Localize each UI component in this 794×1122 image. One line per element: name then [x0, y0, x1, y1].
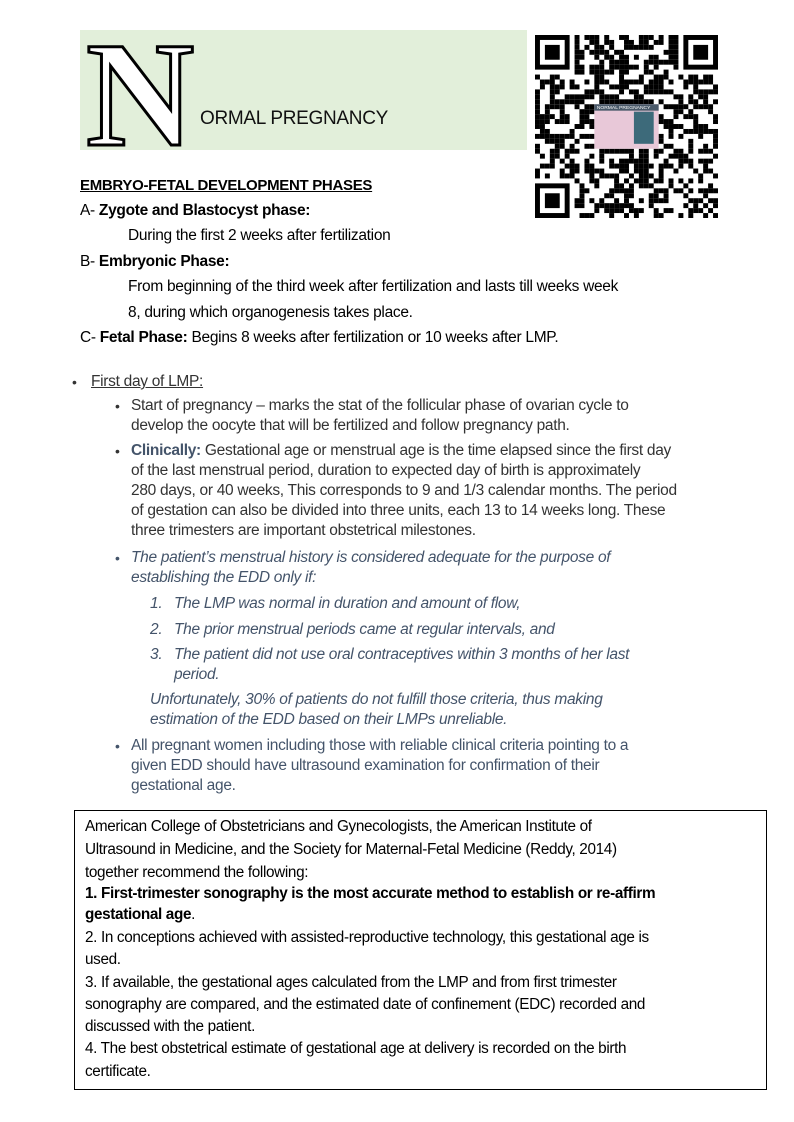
criteria-line: The patient did not use oral contraceptives within 3 months of her last [174, 646, 630, 663]
clinically-line: of gestation can also be divided into three units, each 13 to 14 weeks long. These [131, 502, 666, 519]
phase-a-label: Zygote and Blastocyst phase: [98, 202, 311, 219]
phase-b-text-2: 8, during which organogenesis takes place. [128, 304, 413, 321]
ultrasound-line: All pregnant women including those with reliable clinical criteria pointing to a [131, 737, 629, 754]
criteria-number: 2. [150, 621, 163, 638]
lmp-start-line: develop the oocyte that will be fertilized and follow pregnancy path. [131, 417, 570, 434]
phase-b-label: Embryonic Phase: [98, 253, 230, 270]
phase-c-prefix: C- [80, 329, 100, 346]
clinically-line: three trimesters are important obstetrical milestones. [131, 522, 476, 539]
bullet-icon: • [115, 550, 120, 566]
phase-a-prefix: A- [80, 202, 99, 219]
bullet-icon: • [115, 398, 120, 414]
criteria-line: period. [174, 666, 220, 683]
recommendation-4: 4. The best obstetrical estimate of gestational age at delivery is recorded on the birth [85, 1040, 627, 1057]
phase-c [80, 329, 558, 347]
clinically-line: of the last menstrual period, duration to expected day of birth is approximately [131, 462, 641, 479]
recommendation-2: used. [85, 951, 121, 968]
recommendation-1-bold: gestational age [85, 906, 192, 923]
drop-cap: N [86, 12, 193, 178]
phase-b-prefix: B- [80, 253, 99, 270]
criteria-number: 1. [150, 595, 163, 612]
qr-code-image [535, 35, 718, 218]
intro-line: American College of Obstetricians and Gynecologists, the American Institute of [85, 818, 592, 835]
criteria-number: 3. [150, 646, 163, 663]
history-line: establishing the EDD only if: [131, 569, 317, 586]
recommendation-3: 3. If available, the gestational ages calculated from the LMP and from first trimester [85, 974, 617, 991]
clinically-text: Gestational age or menstrual age is the time elapsed since the first day [200, 442, 671, 459]
history-line: The patient’s menstrual history is considered adequate for the purpose of [131, 549, 611, 566]
recommendation-3: sonography are compared, and the estimated date of confinement (EDC) recorded and [85, 996, 646, 1013]
bullet-icon: • [115, 443, 120, 459]
intro-line: Ultrasound in Medicine, and the Society for Maternal-Fetal Medicine (Reddy, 2014) [85, 841, 617, 858]
clinically-label: Clinically: [131, 442, 201, 459]
ultrasound-line: given EDD should have ultrasound examination for confirmation of their [131, 757, 600, 774]
phase-c-label: Fetal Phase: [99, 329, 188, 346]
criteria-line: The LMP was normal in duration and amount of flow, [174, 595, 521, 612]
recommendation-4: certificate. [85, 1063, 151, 1080]
unfortunately-line: estimation of the EDD based on their LMPs unreliable. [150, 711, 508, 728]
bullet-icon: • [115, 738, 120, 754]
lmp-start-line: Start of pregnancy – marks the stat of the follicular phase of ovarian cycle to [131, 397, 629, 414]
recommendation-1-end [85, 906, 195, 924]
intro-line: together recommend the following: [85, 864, 309, 881]
phases-heading: EMBRYO-FETAL DEVELOPMENT PHASES [80, 177, 373, 194]
phase-c-text: Begins 8 weeks after fertilization or 10 weeks after LMP. [187, 329, 559, 346]
recommendation-2: 2. In conceptions achieved with assisted-reproductive technology, this gestational age is [85, 929, 649, 946]
phase-b-text-1: From beginning of the third week after fertilization and lasts till weeks week [128, 278, 619, 295]
phase-a-title [80, 202, 310, 220]
page-title: ORMAL PREGNANCY [200, 108, 388, 129]
qr-inner-label: NORMAL PREGNANCY [596, 106, 651, 112]
criteria-line: The prior menstrual periods came at regular intervals, and [174, 621, 555, 638]
recommendation-box [74, 810, 767, 1090]
bullet-icon: • [72, 374, 77, 390]
clinically-line: 280 days, or 40 weeks, This corresponds to 9 and 1/3 calendar months. The period [131, 482, 677, 499]
recommendation-1: 1. First-trimester sonography is the most accurate method to establish or re-affirm [85, 885, 656, 902]
lmp-heading: First day of LMP: [91, 373, 204, 390]
period: . [191, 906, 196, 923]
phase-a-text: During the first 2 weeks after fertilization [128, 227, 391, 244]
clinically-line [131, 442, 671, 460]
recommendation-3: discussed with the patient. [85, 1018, 255, 1035]
phase-b-title [80, 253, 229, 271]
unfortunately-line: Unfortunately, 30% of patients do not fulfill those criteria, thus making [150, 691, 603, 708]
ultrasound-line: gestational age. [131, 777, 236, 794]
